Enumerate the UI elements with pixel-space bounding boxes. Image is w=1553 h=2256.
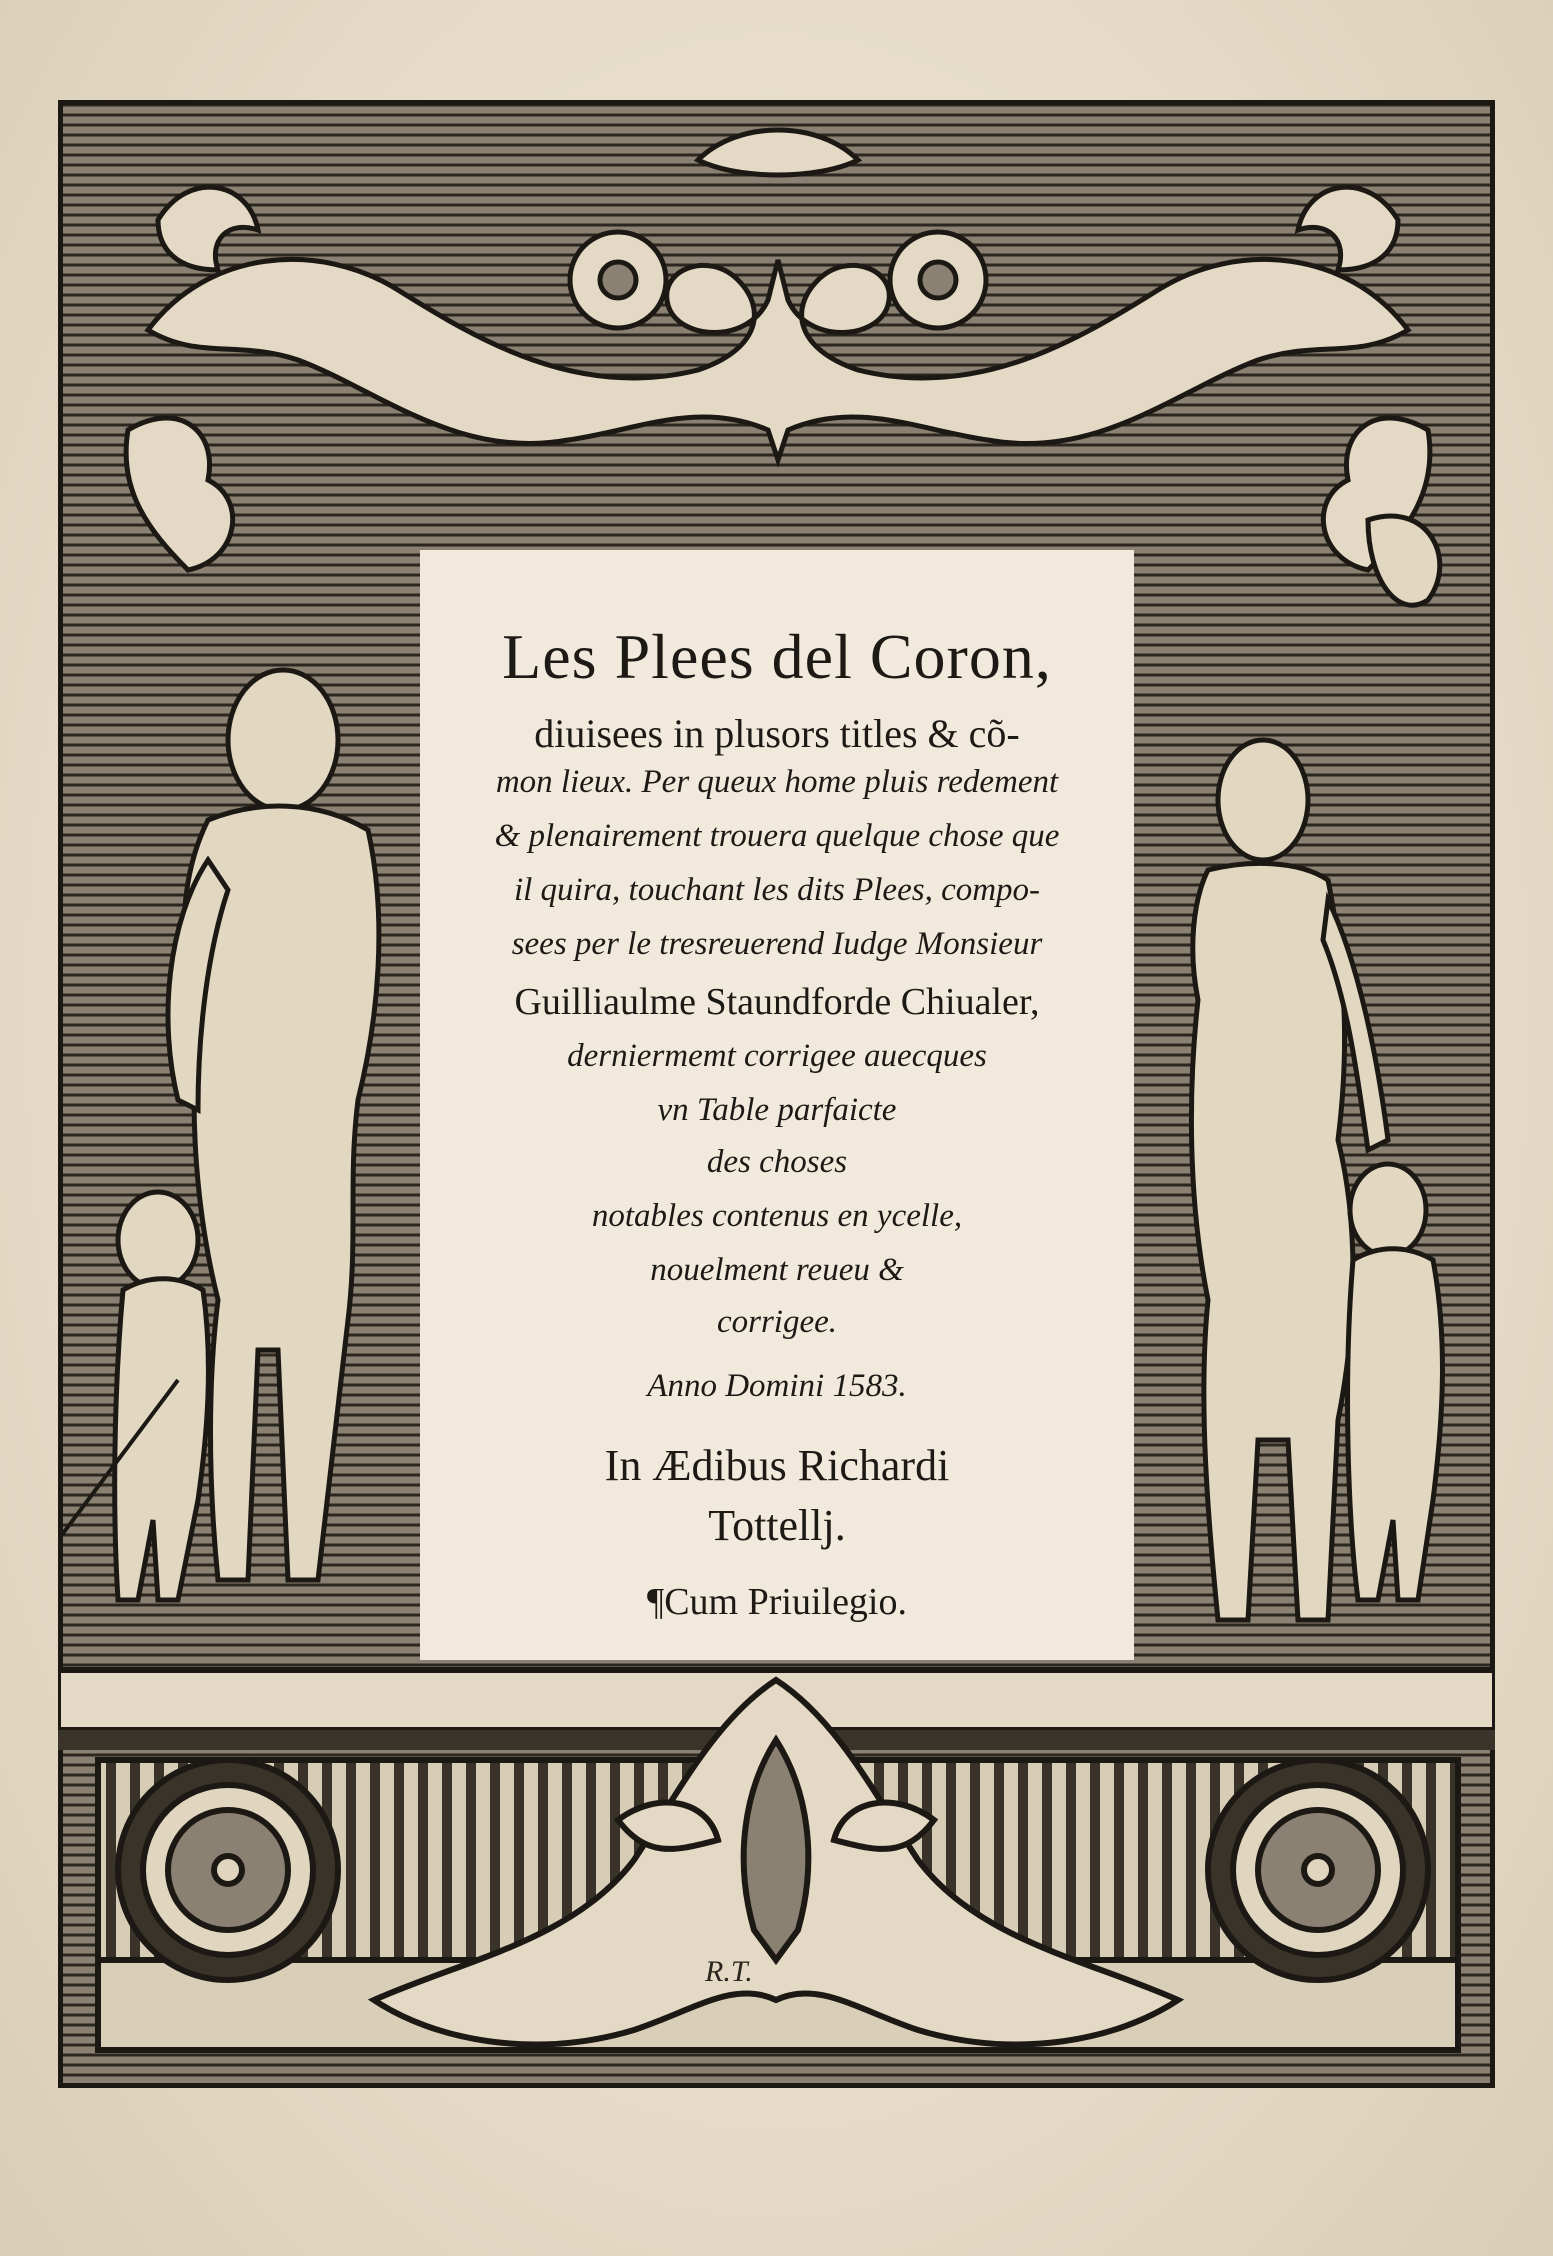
imprint-line-2: Tottellj. <box>708 1501 846 1550</box>
rosette-left <box>118 1760 338 1980</box>
body-line: sees per le tresreuerend Iudge Monsieur <box>511 926 1043 962</box>
printer-mark: R.T. <box>705 1955 753 1988</box>
body-line: mon lieux. Per queux home pluis redement <box>495 764 1059 800</box>
date-line: Anno Domini 1583. <box>647 1368 907 1404</box>
body-line: nouelment reueu & <box>650 1252 904 1288</box>
body-line: Guilliaulme Staundforde Chiualer, <box>514 981 1040 1023</box>
body-line: diuisees in plusors titles & cõ- <box>534 711 1020 756</box>
body-line: des choses <box>706 1144 848 1180</box>
rosette-right <box>1208 1760 1428 1980</box>
body-line: notables contenus en ycelle, <box>591 1198 963 1234</box>
title-panel <box>420 550 1134 1660</box>
body-line: corrigee. <box>716 1304 838 1340</box>
privilege-line: ¶Cum Priuilegio. <box>646 1581 907 1623</box>
body-line: vn Table parfaicte <box>657 1092 897 1128</box>
body-line: & plenairement trouera quelque chose que <box>494 818 1060 854</box>
body-line: il quira, touchant les dits Plees, compo- <box>513 872 1041 908</box>
book-title: Les Plees del Coron, <box>502 621 1052 692</box>
body-line: derniermemt corrigee auecques <box>567 1038 987 1074</box>
imprint-line-1: In Ædibus Richardi <box>604 1441 950 1490</box>
